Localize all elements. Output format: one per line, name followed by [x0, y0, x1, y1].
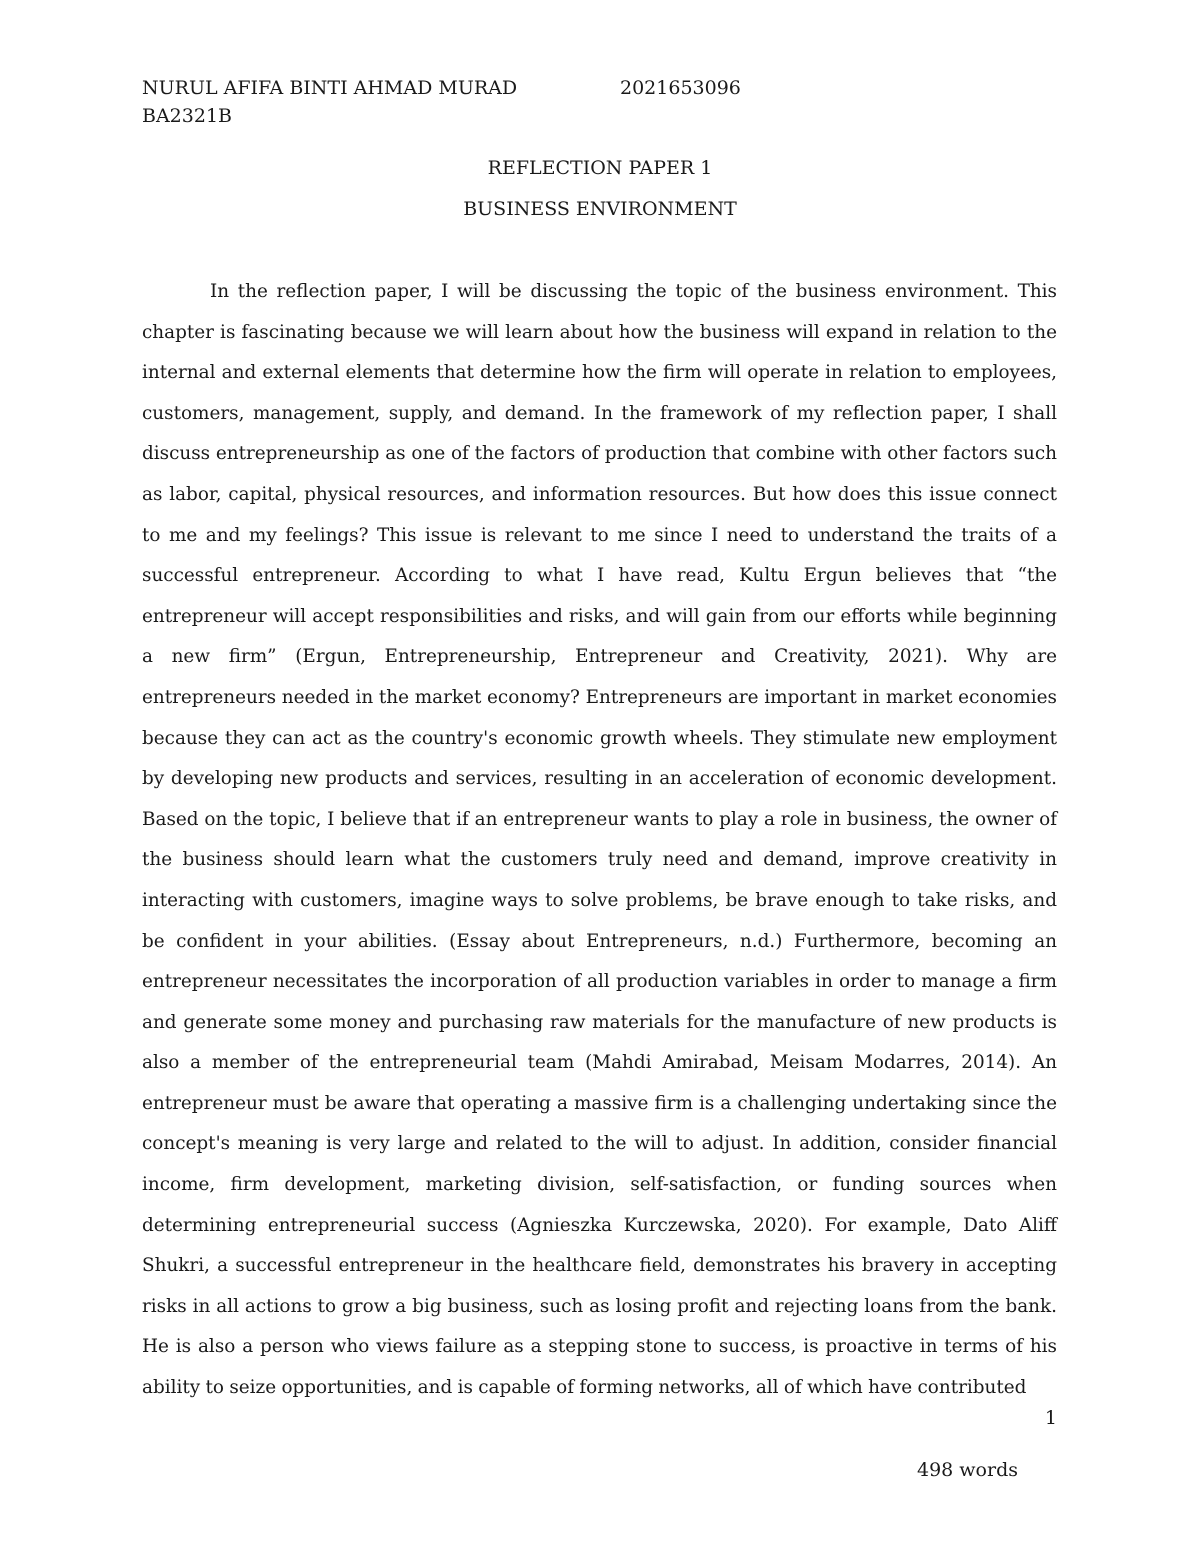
class-code: BA2321B	[142, 105, 232, 127]
paper-subtitle: BUSINESS ENVIRONMENT	[463, 198, 737, 220]
page-number: 1	[1044, 1407, 1057, 1429]
paper-title: REFLECTION PAPER 1	[487, 157, 713, 179]
word-count: 498 words	[916, 1459, 1018, 1481]
body-paragraph: In the reflection paper, I will be discussing the topic of the business environment. This chapter is fascinating because we will learn about how the business will expand in relation to the internal and external elements that determine how the firm will operate in relation to employees, customers, management, supply, and demand. In the framework of my reflection paper, I shall discuss entrepreneurship as one of the factors of production that combine with other factors such as labor, capital, physical resources, and information resources. But how does this issue connect to me and my feelings? This issue is relevant to me since I need to understand the traits of a successful entrepreneur. According to what I have read, Kultu Ergun believes that “the entrepreneur will accept responsibilities and risks, and will gain from our efforts while beginning a new firm” (Ergun, Entrepreneurship, Entrepreneur and Creativity, 2021). Why are entrepreneurs needed in the market economy? Entrepreneurs are important in market economies because they can act as the country's economic growth wheels. They stimulate new employment by developing new products and services, resulting in an acceleration of economic development. Based on the topic, I believe that if an entrepreneur wants to play a role in business, the owner of the business should learn what the customers truly need and demand, improve creativity in interacting with customers, imagine ways to solve problems, be brave enough to take risks, and be confident in your abilities. (Essay about Entrepreneurs, n.d.) Furthermore, becoming an entrepreneur necessitates the incorporation of all production variables in order to manage a firm and generate some money and purchasing raw materials for the manufacture of new products is also a member of the entrepreneurial team (Mahdi Amirabad, Meisam Modarres, 2014). An entrepreneur must be aware that operating a massive firm is a challenging undertaking since the concept's meaning is very large and related to the will to adjust. In addition, consider financial income, firm development, marketing division, self-satisfaction, or funding sources when determining entrepreneurial success (Agnieszka Kurczewska, 2020). For example, Dato Aliff Shukri, a successful entrepreneur in the healthcare field, demonstrates his bravery in accepting risks in all actions to grow a big business, such as losing profit and rejecting loans from the bank. He is also a person who views failure as a stepping stone to success, is proactive in terms of his ability to seize opportunities, and is capable of forming networks, all of which have contributed	[142, 281, 1057, 1399]
author-name: NURUL AFIFA BINTI AHMAD MURAD	[142, 77, 518, 99]
student-id: 2021653096	[620, 77, 741, 99]
